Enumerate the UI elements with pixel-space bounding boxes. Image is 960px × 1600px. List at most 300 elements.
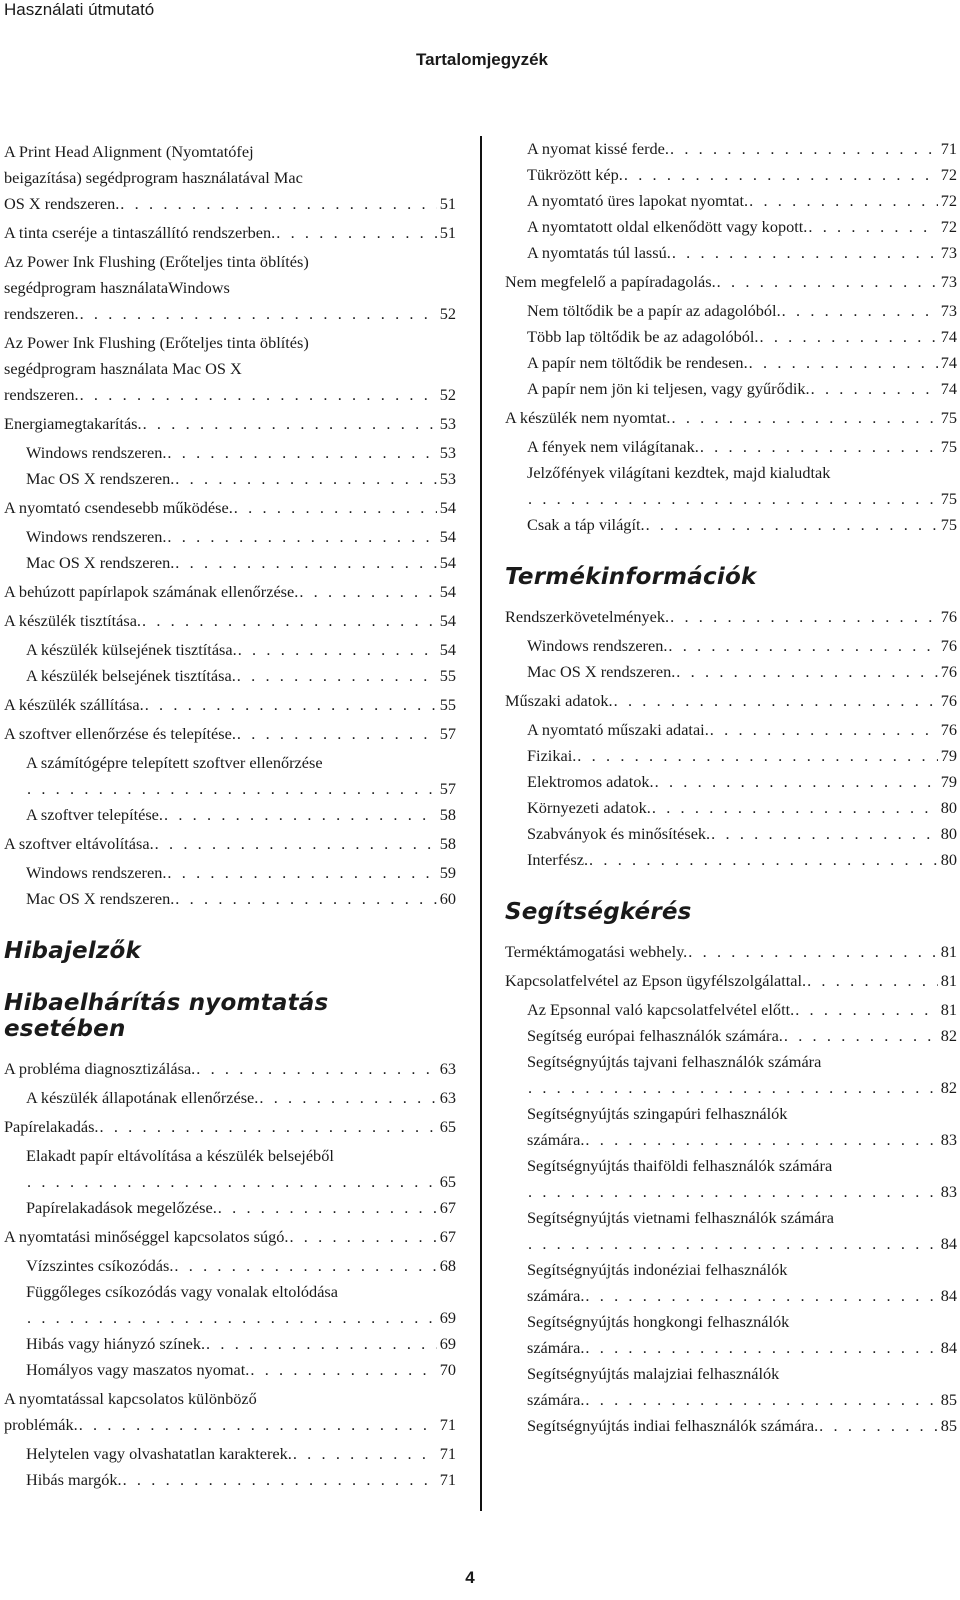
page-number: 4 — [465, 1568, 475, 1587]
dot-leader — [234, 495, 437, 521]
dot-leader — [749, 188, 938, 214]
dot-leader — [528, 1231, 938, 1257]
toc-entry[interactable] — [505, 269, 957, 295]
dot-leader — [819, 1413, 938, 1439]
toc-entry-title-line: Segítségnyújtás hongkongi felhasználók — [527, 1312, 790, 1331]
dot-leader — [276, 220, 436, 246]
toc-entry-page: 51 — [439, 223, 456, 242]
dot-leader — [143, 411, 437, 437]
toc-entry-page: 69 — [439, 1308, 456, 1327]
dot-leader — [250, 1357, 436, 1383]
toc-entry-title-line: Elakadt papír eltávolítása a készülék belsejéből — [26, 1146, 334, 1165]
dot-leader — [206, 1331, 437, 1357]
dot-leader — [175, 550, 436, 576]
dot-leader — [196, 1056, 436, 1082]
dot-leader — [175, 466, 436, 492]
toc-entry-title-line: beigazítása) segédprogram használatával Mac — [4, 168, 303, 187]
dot-leader — [528, 486, 938, 512]
toc-entry-page: 80 — [940, 850, 957, 869]
toc-entry[interactable] — [505, 1049, 957, 1101]
toc-entry-title-line: Segítségnyújtás indonéziai felhasználók — [527, 1260, 788, 1279]
toc-entry-page: 76 — [940, 720, 957, 739]
dot-leader — [174, 1253, 436, 1279]
toc-entry[interactable] — [4, 220, 456, 246]
dot-leader — [123, 1467, 437, 1493]
toc-entry[interactable] — [505, 188, 957, 214]
toc-entry-title-line: Segítségnyújtás vietnami felhasználók számára — [527, 1208, 834, 1227]
toc-entry-title: Segítségnyújtás indiai felhasználók számára. — [527, 1416, 819, 1435]
toc-entry-page: 76 — [940, 691, 957, 710]
toc-entry[interactable] — [505, 939, 957, 965]
toc-entry[interactable] — [4, 1357, 456, 1383]
toc-entry[interactable] — [4, 802, 456, 828]
toc-entry-page: 79 — [940, 772, 957, 791]
section-heading: Hibaelhárítás nyomtatás esetében — [4, 990, 329, 1042]
toc-entry-page: 73 — [940, 301, 957, 320]
toc-entry-title: Több lap töltődik be az adagolóból. — [527, 327, 759, 346]
toc-entry-page: 74 — [940, 379, 957, 398]
dot-leader — [811, 376, 938, 402]
toc-entry-page: 74 — [940, 353, 957, 372]
toc-entry[interactable] — [505, 968, 957, 994]
toc-entry-page: 81 — [940, 971, 957, 990]
toc-entry[interactable] — [505, 659, 957, 685]
dot-leader — [142, 608, 437, 634]
toc-entry[interactable] — [4, 1467, 456, 1493]
toc-entry-title: Mac OS X rendszeren. — [26, 553, 175, 572]
toc-entry[interactable] — [4, 1224, 456, 1250]
toc-entry[interactable] — [4, 860, 456, 886]
dot-leader — [668, 633, 937, 659]
toc-entry-title: Segítség európai felhasználók számára. — [527, 1026, 783, 1045]
toc-entry[interactable] — [4, 1143, 456, 1195]
toc-entry-title: A probléma diagnosztizálása. — [4, 1059, 196, 1078]
toc-entry-page: 67 — [439, 1198, 456, 1217]
toc-entry-title-line: Függőleges csíkozódás vagy vonalak eltolódása — [26, 1282, 338, 1301]
toc-entry[interactable] — [4, 1441, 456, 1467]
toc-entry-page: 75 — [940, 489, 957, 508]
toc-entry-title: számára. — [527, 1130, 585, 1149]
toc-entry-page: 83 — [940, 1130, 957, 1149]
toc-entry-title: Tükrözött kép. — [527, 165, 623, 184]
toc-entry-title: rendszeren. — [4, 304, 79, 323]
toc-entry[interactable] — [4, 1253, 456, 1279]
toc-entry-title-line: Jelzőfények világítani kezdtek, majd kialudtak — [527, 463, 831, 482]
toc-entry[interactable] — [4, 692, 456, 718]
dot-leader — [672, 240, 938, 266]
dot-leader — [167, 440, 436, 466]
toc-entry[interactable] — [505, 162, 957, 188]
toc-entry-title: Hibás vagy hiányzó színek. — [26, 1334, 206, 1353]
toc-entry-page: 54 — [439, 553, 456, 572]
toc-entry-page: 52 — [439, 385, 456, 404]
toc-entry-page: 53 — [439, 469, 456, 488]
toc-entry-title-line: Segítségnyújtás malajziai felhasználók — [527, 1364, 780, 1383]
toc-entry-page: 51 — [439, 194, 456, 213]
toc-entry-page: 57 — [439, 724, 456, 743]
dot-leader — [795, 997, 938, 1023]
toc-entry-title: A szoftver eltávolítása. — [4, 834, 154, 853]
toc-entry-page: 60 — [439, 889, 456, 908]
toc-entry-page: 75 — [940, 437, 957, 456]
toc-entry[interactable] — [505, 795, 957, 821]
dot-leader — [120, 191, 436, 217]
toc-entry-page: 69 — [439, 1334, 456, 1353]
toc-entry[interactable] — [505, 512, 957, 538]
dot-leader — [784, 1023, 938, 1049]
toc-entry-title: számára. — [527, 1338, 585, 1357]
dot-leader — [589, 847, 938, 873]
toc-entry[interactable] — [4, 608, 456, 634]
toc-entry[interactable] — [4, 440, 456, 466]
toc-entry-page: 70 — [439, 1360, 456, 1379]
toc-entry-page: 72 — [940, 165, 957, 184]
toc-entry-title: Helytelen vagy olvashatatlan karakterek. — [26, 1444, 292, 1463]
toc-entry[interactable] — [4, 466, 456, 492]
dot-leader — [80, 382, 437, 408]
toc-entry-title: Interfész. — [527, 850, 589, 869]
toc-entry-title: A papír nem jön ki teljesen, vagy gyűrődik. — [527, 379, 810, 398]
toc-entry[interactable] — [505, 1023, 957, 1049]
toc-entry-page: 55 — [439, 666, 456, 685]
dot-leader — [624, 162, 938, 188]
dot-leader — [700, 434, 938, 460]
toc-entry-title: számára. — [527, 1286, 585, 1305]
toc-entry[interactable] — [505, 769, 957, 795]
toc-entry[interactable] — [505, 743, 957, 769]
dot-leader — [27, 1169, 437, 1195]
toc-entry-title: A szoftver ellenőrzése és telepítése. — [4, 724, 236, 743]
toc-entry[interactable] — [505, 847, 957, 873]
dot-leader — [99, 1114, 436, 1140]
toc-entry[interactable] — [4, 495, 456, 521]
toc-entry-title: A készülék belsejének tisztítása. — [26, 666, 236, 685]
toc-entry[interactable] — [4, 721, 456, 747]
toc-entry-page: 71 — [439, 1470, 456, 1489]
dot-leader — [79, 1412, 437, 1438]
section-heading: Termékinformációk — [505, 564, 757, 590]
dot-leader — [80, 301, 437, 327]
toc-entry-page: 81 — [940, 1000, 957, 1019]
toc-entry-title-line: segédprogram használataWindows — [4, 278, 230, 297]
toc-entry-page: 52 — [439, 304, 456, 323]
toc-entry-title: A készülék szállítása. — [4, 695, 144, 714]
toc-entry-title: A papír nem töltődik be rendesen. — [527, 353, 748, 372]
toc-entry-title: A nyomtatott oldal elkenődött vagy kopott. — [527, 217, 808, 236]
toc-entry[interactable] — [505, 405, 957, 431]
toc-entry[interactable] — [4, 663, 456, 689]
toc-entry-page: 71 — [439, 1415, 456, 1434]
toc-entry-page: 53 — [439, 443, 456, 462]
toc-entry-page: 58 — [439, 805, 456, 824]
toc-entry-title: A tinta cseréje a tintaszállító rendszerben. — [4, 223, 276, 242]
toc-entry[interactable] — [505, 1257, 957, 1309]
toc-entry-title: Csak a táp világít. — [527, 515, 645, 534]
toc-entry-title: A nyomtató csendesebb működése. — [4, 498, 233, 517]
toc-entry-page: 72 — [940, 217, 957, 236]
dot-leader — [528, 1075, 938, 1101]
toc-entry-title-line: Segítségnyújtás thaiföldi felhasználók számára — [527, 1156, 833, 1175]
toc-entry-title: Az Epsonnal való kapcsolatfelvétel előtt. — [527, 1000, 795, 1019]
dot-leader — [807, 968, 938, 994]
toc-entry-title-line: segédprogram használata Mac OS X — [4, 359, 242, 378]
toc-entry-page: 80 — [940, 824, 957, 843]
toc-entry-title: Nem megfelelő a papíradagolás. — [505, 272, 716, 291]
toc-entry-title: A nyomat kissé ferde. — [527, 139, 669, 158]
toc-entry[interactable] — [505, 717, 957, 743]
toc-entry-title: Mac OS X rendszeren. — [26, 889, 175, 908]
toc-entry-page: 82 — [940, 1026, 957, 1045]
dot-leader — [646, 512, 938, 538]
dot-leader — [672, 405, 938, 431]
toc-entry-page: 83 — [940, 1182, 957, 1201]
toc-entry[interactable] — [505, 997, 957, 1023]
toc-entry-page: 63 — [439, 1088, 456, 1107]
dot-leader — [585, 1127, 937, 1153]
toc-entry-page: 55 — [439, 695, 456, 714]
toc-entry-title: Papírelakadás. — [4, 1117, 99, 1136]
toc-entry[interactable] — [4, 249, 456, 327]
dot-leader — [167, 524, 436, 550]
dot-leader — [218, 1195, 437, 1221]
dot-leader — [238, 637, 437, 663]
toc-entry-page: 84 — [940, 1286, 957, 1305]
toc-entry[interactable] — [4, 1331, 456, 1357]
toc-entry-title: Környezeti adatok. — [527, 798, 651, 817]
toc-entry[interactable] — [4, 1386, 456, 1438]
toc-entry-page: 57 — [439, 779, 456, 798]
toc-entry-page: 65 — [439, 1172, 456, 1191]
toc-entry[interactable] — [505, 324, 957, 350]
toc-entry[interactable] — [4, 1056, 456, 1082]
toc-entry-title: Szabványok és minősítések. — [527, 824, 711, 843]
toc-entry-title: A készülék állapotának ellenőrzése. — [26, 1088, 259, 1107]
toc-entry-title: Műszaki adatok. — [505, 691, 613, 710]
toc-entry[interactable] — [505, 1153, 957, 1205]
toc-entry[interactable] — [4, 637, 456, 663]
toc-entry[interactable] — [505, 136, 957, 162]
toc-entry-page: 54 — [439, 611, 456, 630]
toc-entry-page: 58 — [439, 834, 456, 853]
toc-entry-title: A nyomtatás túl lassú. — [527, 243, 671, 262]
dot-leader — [577, 743, 937, 769]
toc-entry-title: A nyomtató üres lapokat nyomtat. — [527, 191, 749, 210]
toc-entry[interactable] — [505, 821, 957, 847]
toc-entry-title: OS X rendszeren. — [4, 194, 120, 213]
toc-entry-page: 84 — [940, 1234, 957, 1253]
toc-entry-page: 76 — [940, 662, 957, 681]
toc-entry-title-line: Az Power Ink Flushing (Erőteljes tinta öblítés) — [4, 333, 309, 352]
toc-entry[interactable] — [505, 214, 957, 240]
toc-entry[interactable] — [505, 633, 957, 659]
dot-leader — [782, 298, 938, 324]
toc-entry-title-line: Az Power Ink Flushing (Erőteljes tinta öblítés) — [4, 252, 309, 271]
toc-entry-title-line: A számítógépre telepített szoftver ellenőrzése — [26, 753, 323, 772]
toc-entry-title: számára. — [527, 1390, 585, 1409]
dot-leader — [164, 802, 437, 828]
dot-leader — [585, 1283, 937, 1309]
toc-entry-page: 76 — [940, 607, 957, 626]
toc-entry-title: Papírelakadások megelőzése. — [26, 1198, 217, 1217]
toc-entry[interactable] — [4, 886, 456, 912]
dot-leader — [760, 324, 938, 350]
toc-entry[interactable] — [4, 750, 456, 802]
toc-entry[interactable] — [505, 434, 957, 460]
toc-entry-page: 54 — [439, 498, 456, 517]
toc-entry-title: Mac OS X rendszeren. — [26, 469, 175, 488]
toc-entry-title: Nem töltődik be a papír az adagolóból. — [527, 301, 781, 320]
dot-leader — [749, 350, 938, 376]
dot-leader — [237, 721, 437, 747]
dot-leader — [655, 769, 938, 795]
toc-entry[interactable] — [505, 1361, 957, 1413]
running-header-title: Használati útmutató — [4, 0, 155, 19]
dot-leader — [299, 579, 436, 605]
toc-entry-title: Hibás margók. — [26, 1470, 122, 1489]
dot-leader — [259, 1085, 436, 1111]
toc-entry-title: Windows rendszeren. — [527, 636, 668, 655]
toc-entry[interactable] — [505, 688, 957, 714]
toc-entry-title: A készülék tisztítása. — [4, 611, 141, 630]
toc-entry[interactable] — [4, 550, 456, 576]
dot-leader — [808, 214, 937, 240]
toc-entry[interactable] — [505, 1413, 957, 1439]
dot-leader — [688, 939, 937, 965]
toc-entry-page: 68 — [439, 1256, 456, 1275]
toc-entry[interactable] — [4, 411, 456, 437]
dot-leader — [27, 776, 437, 802]
toc-entry-page: 67 — [439, 1227, 456, 1246]
toc-entry-page: 54 — [439, 527, 456, 546]
toc-entry[interactable] — [505, 1205, 957, 1257]
toc-entry-title: A szoftver telepítése. — [26, 805, 163, 824]
toc-entry-page: 75 — [940, 515, 957, 534]
toc-entry[interactable] — [4, 831, 456, 857]
toc-entry-title: problémák. — [4, 1415, 78, 1434]
toc-entry-title: Elektromos adatok. — [527, 772, 654, 791]
dot-leader — [145, 692, 437, 718]
dot-leader — [175, 886, 436, 912]
toc-entry[interactable] — [505, 376, 957, 402]
toc-entry-title: Rendszerkövetelmények. — [505, 607, 670, 626]
toc-entry[interactable] — [4, 1114, 456, 1140]
toc-entry[interactable] — [4, 1085, 456, 1111]
toc-entry[interactable] — [4, 139, 456, 217]
toc-entry-page: 71 — [439, 1444, 456, 1463]
toc-entry-title: A behúzott papírlapok számának ellenőrzése. — [4, 582, 299, 601]
toc-entry[interactable] — [4, 524, 456, 550]
toc-entry[interactable] — [4, 330, 456, 408]
toc-entry[interactable] — [505, 298, 957, 324]
toc-entry-page: 80 — [940, 798, 957, 817]
toc-entry-title: A készülék nem nyomtat. — [505, 408, 671, 427]
toc-entry[interactable] — [505, 604, 957, 630]
section-heading: Segítségkérés — [505, 899, 692, 925]
toc-entry-page: 53 — [439, 414, 456, 433]
toc-entry-page: 73 — [940, 243, 957, 262]
dot-leader — [670, 604, 938, 630]
section-heading: Hibajelzők — [4, 938, 141, 964]
toc-entry[interactable] — [505, 350, 957, 376]
toc-entry-page: 71 — [940, 139, 957, 158]
toc-entry-page: 79 — [940, 746, 957, 765]
toc-entry[interactable] — [505, 460, 957, 512]
toc-entry-title: Windows rendszeren. — [26, 863, 167, 882]
toc-entry-title: Fizikai. — [527, 746, 577, 765]
toc-entry-page: 63 — [439, 1059, 456, 1078]
toc-entry-title-line: Segítségnyújtás tajvani felhasználók számára — [527, 1052, 822, 1071]
toc-entry-page: 82 — [940, 1078, 957, 1097]
toc-entry[interactable] — [4, 1195, 456, 1221]
toc-entry-page: 54 — [439, 640, 456, 659]
dot-leader — [585, 1387, 937, 1413]
toc-entry[interactable] — [505, 240, 957, 266]
toc-entry-title: A készülék külsejének tisztítása. — [26, 640, 237, 659]
toc-entry-page: 81 — [940, 942, 957, 961]
toc-left-column — [4, 136, 456, 1493]
toc-entry-title: rendszeren. — [4, 385, 79, 404]
toc-entry-title: A nyomtatási minőséggel kapcsolatos súgó. — [4, 1227, 289, 1246]
toc-entry-page: 72 — [940, 191, 957, 210]
toc-entry-page: 73 — [940, 272, 957, 291]
toc-entry[interactable] — [505, 1309, 957, 1361]
dot-leader — [585, 1335, 937, 1361]
toc-entry-page: 59 — [439, 863, 456, 882]
toc-entry-page: 65 — [439, 1117, 456, 1136]
toc-entry-title: Kapcsolatfelvétel az Epson ügyfélszolgálattal. — [505, 971, 807, 990]
toc-entry-title: A fények nem világítanak. — [527, 437, 699, 456]
toc-entry-page: 84 — [940, 1338, 957, 1357]
toc-entry-title: Vízszintes csíkozódás. — [26, 1256, 174, 1275]
toc-entry-title-line: A nyomtatással kapcsolatos különböző — [4, 1389, 257, 1408]
dot-leader — [652, 795, 938, 821]
toc-entry-page: 75 — [940, 408, 957, 427]
toc-entry-page: 76 — [940, 636, 957, 655]
dot-leader — [167, 860, 436, 886]
toc-entry-title-line: Segítségnyújtás szingapúri felhasználók — [527, 1104, 788, 1123]
toc-entry-title: Terméktámogatási webhely. — [505, 942, 688, 961]
dot-leader — [293, 1441, 437, 1467]
dot-leader — [710, 717, 938, 743]
toc-entry[interactable] — [4, 579, 456, 605]
dot-leader — [717, 269, 938, 295]
toc-entry-title: Homályos vagy maszatos nyomat. — [26, 1360, 250, 1379]
dot-leader — [676, 659, 937, 685]
toc-entry-page: 85 — [940, 1390, 957, 1409]
dot-leader — [155, 831, 437, 857]
toc-entry-page: 74 — [940, 327, 957, 346]
toc-entry-page: 85 — [940, 1416, 957, 1435]
dot-leader — [27, 1305, 437, 1331]
toc-entry-title: A nyomtató műszaki adatai. — [527, 720, 709, 739]
toc-entry-page: 54 — [439, 582, 456, 601]
toc-entry-title: Windows rendszeren. — [26, 443, 167, 462]
toc-entry-title: Mac OS X rendszeren. — [527, 662, 676, 681]
toc-entry-title: Energiamegtakarítás. — [4, 414, 142, 433]
toc-entry-title: Windows rendszeren. — [26, 527, 167, 546]
dot-leader — [289, 1224, 436, 1250]
running-header-section: Tartalomjegyzék — [416, 50, 548, 69]
dot-leader — [614, 688, 938, 714]
toc-entry-title-line: A Print Head Alignment (Nyomtatófej — [4, 142, 254, 161]
toc-entry[interactable] — [4, 1279, 456, 1331]
dot-leader — [670, 136, 938, 162]
column-divider — [480, 136, 482, 1511]
dot-leader — [237, 663, 437, 689]
dot-leader — [528, 1179, 938, 1205]
toc-entry[interactable] — [505, 1101, 957, 1153]
toc-right-column — [505, 136, 957, 1439]
